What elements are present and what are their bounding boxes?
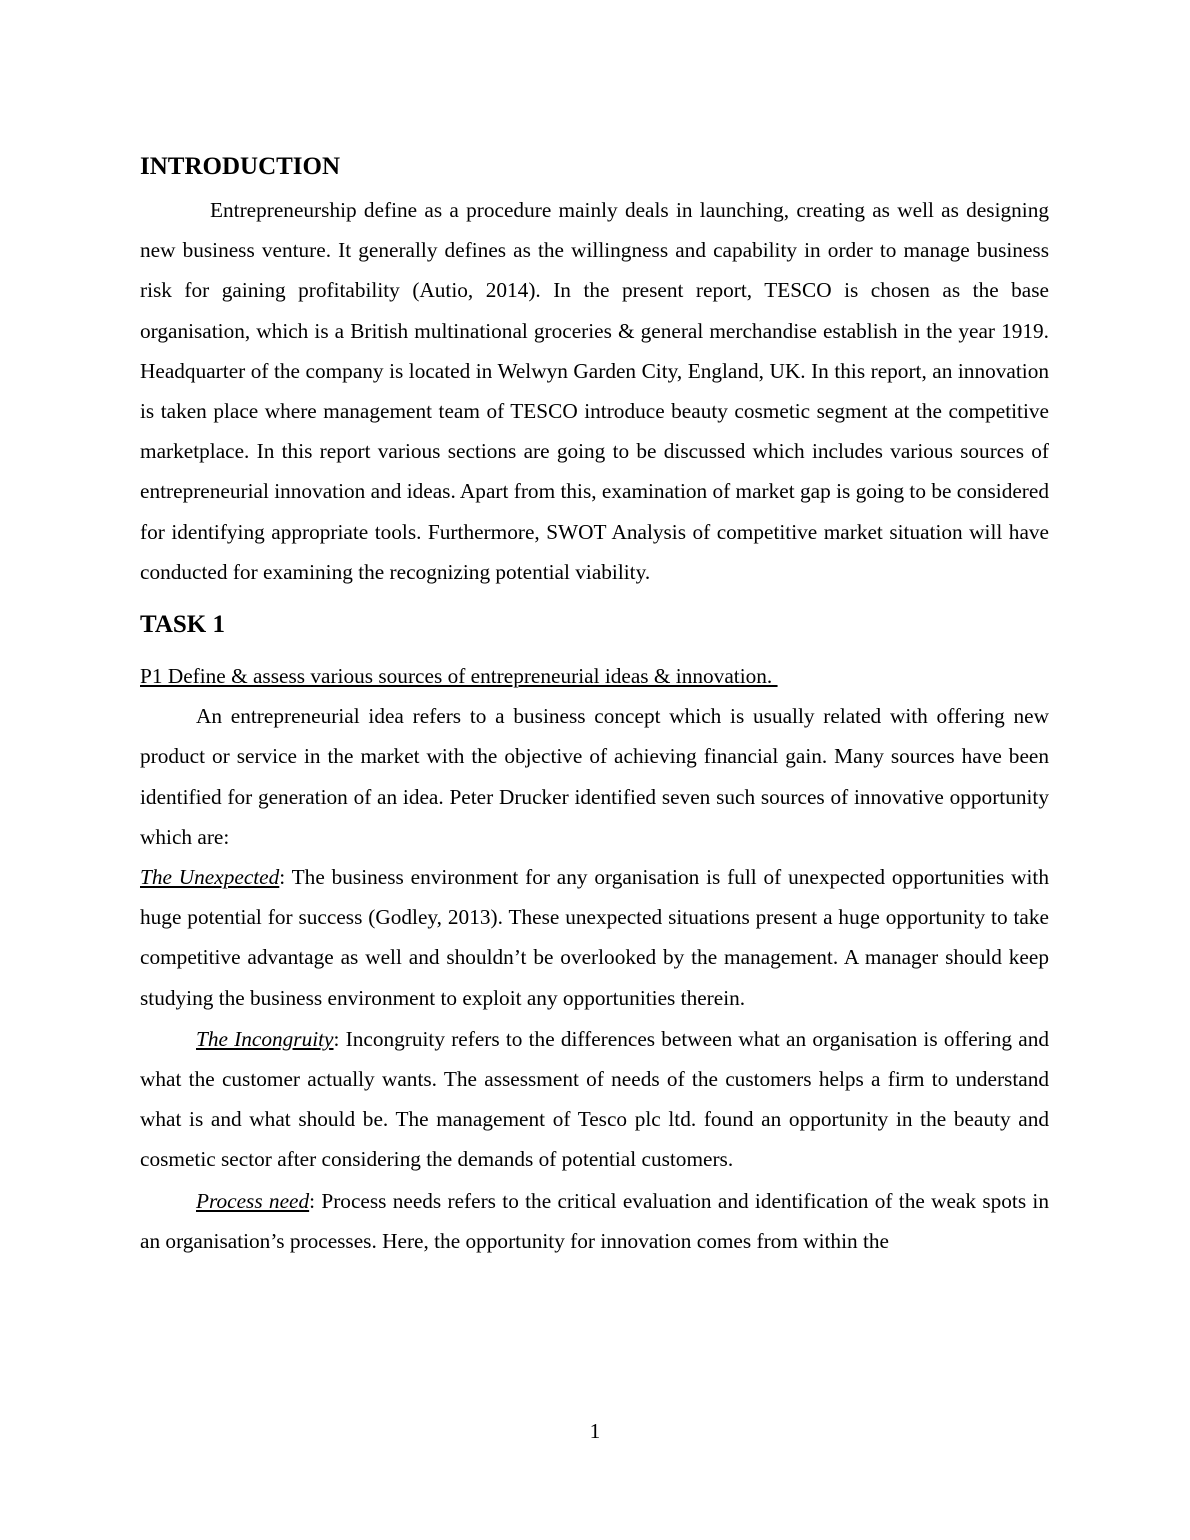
introduction-paragraph: Entrepreneurship define as a procedure mainly deals in launching, creating as well as designing new business venture. It generally defines as the willingness and capability in order to manage business risk for gaining profitability (Autio, 2014). In the present report, TESCO is chosen as the base organisation, which is a British multinational groceries & general merchandise establish in the year 1919. Headquarter of the company is located in Welwyn Garden City, England, UK. In this report, an innovation is taken place where management team of TESCO introduce beauty cosmetic segment at the competitive marketplace. In this report various sections are going to be discussed which includes various sources of entrepreneurial innovation and ideas. Apart from this, examination of market gap is going to be considered for identifying appropriate tools. Furthermore, SWOT Analysis of competitive market situation will have conducted for examining the recognizing potential viability. bbox=[140, 198, 1049, 584]
p1-intro-paragraph: An entrepreneurial idea refers to a business concept which is usually related with offering new product or service in the market with the objective of achieving financial gain. Many sources have been identified for generation of an idea. Peter Drucker identified seven such sources of innovative opportunity which are: bbox=[140, 704, 1049, 849]
source-text-process-need: : Process needs refers to the critical evaluation and identification of the weak spots in an organisation’s processes. Here, the opportunity for innovation comes from within the bbox=[140, 1188, 1049, 1253]
introduction-heading: INTRODUCTION bbox=[140, 153, 341, 180]
source-process-need-paragraph bbox=[140, 1181, 1049, 1261]
source-text-incongruity: : Incongruity refers to the differences between what an organisation is offering and what the customer actually wants. The assessment of needs of the customers helps a firm to understand what is and what should be. The management of Tesco plc ltd. found an opportunity in the beauty and cosmetic sector after considering the demands of potential customers. bbox=[140, 1026, 1049, 1172]
page-content bbox=[140, 148, 1049, 1261]
source-text-unexpected: : The business environment for any organisation is full of unexpected opportunities with huge potential for success (Godley, 2013). These unexpected situations present a huge opportunity to take competitive advantage as well and shouldn’t be overlooked by the management. A manager should keep studying the business environment to exploit any opportunities therein. bbox=[140, 865, 1049, 1010]
source-term-unexpected: The Unexpected bbox=[140, 865, 280, 890]
page-number: 1 bbox=[589, 1419, 601, 1443]
p1-subheading: P1 Define & assess various sources of entrepreneurial ideas & innovation. bbox=[140, 664, 778, 689]
source-term-process-need: Process need bbox=[196, 1188, 310, 1213]
source-unexpected-paragraph bbox=[140, 857, 1049, 1018]
source-incongruity-paragraph bbox=[140, 1019, 1049, 1180]
source-term-incongruity: The Incongruity bbox=[196, 1026, 334, 1051]
task-1-heading: TASK 1 bbox=[140, 611, 225, 639]
